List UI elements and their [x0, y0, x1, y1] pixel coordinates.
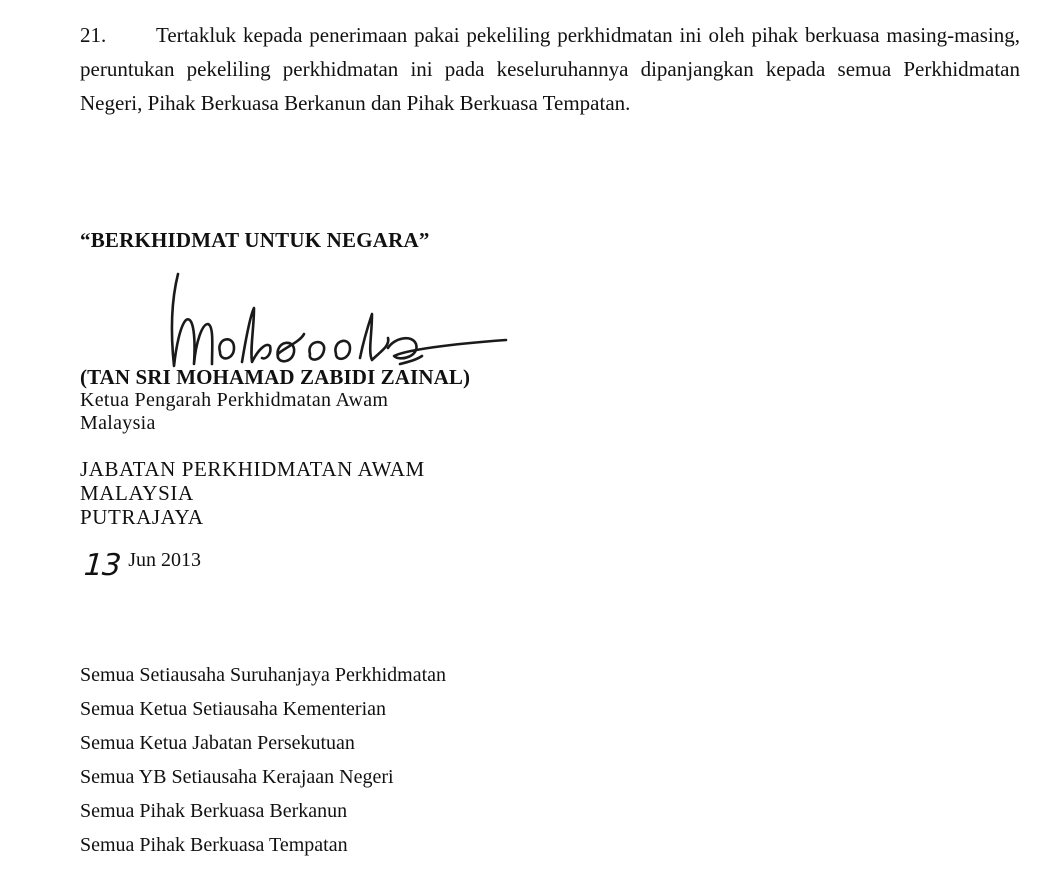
- handwritten-signature: [150, 268, 520, 378]
- recipient-item: Semua Pihak Berkuasa Tempatan: [80, 834, 348, 856]
- signatory-title: [80, 389, 388, 435]
- document-date: [84, 546, 201, 586]
- recipient-item: Semua Setiausaha Suruhanjaya Perkhidmatan: [80, 664, 447, 686]
- signatory-name: (TAN SRI MOHAMAD ZABIDI ZAINAL): [80, 365, 471, 389]
- department-line2: MALAYSIA: [80, 481, 194, 505]
- department-address: [80, 457, 425, 529]
- signatory-title-line2: Malaysia: [80, 412, 156, 434]
- handwritten-day: 13: [82, 548, 122, 583]
- signatory-title-line1: Ketua Pengarah Perkhidmatan Awam: [80, 389, 389, 411]
- paragraph-text: Tertakluk kepada penerimaan pakai pekeliling perkhidmatan ini oleh pihak berkuasa masing-masing, peruntukan pekeliling perkhidmatan ini pada keseluruhannya dipanjangkan kepada semua Perkhidmatan Negeri, Pihak Berkuasa Berkanun dan Pihak Berkuasa Tempatan.: [80, 23, 1020, 115]
- paragraph-21: [80, 18, 1020, 120]
- motto: “BERKHIDMAT UNTUK NEGARA”: [80, 228, 430, 252]
- recipient-item: Semua Ketua Jabatan Persekutuan: [80, 732, 355, 754]
- department-line3: PUTRAJAYA: [80, 505, 204, 529]
- recipient-item: Semua Pihak Berkuasa Berkanun: [80, 800, 348, 822]
- department-line1: JABATAN PERKHIDMATAN AWAM: [80, 457, 425, 481]
- recipient-item: Semua YB Setiausaha Kerajaan Negeri: [80, 766, 394, 788]
- date-month-year: Jun 2013: [128, 549, 201, 571]
- recipient-item: Semua Ketua Setiausaha Kementerian: [80, 698, 386, 720]
- recipients-list: [80, 658, 446, 862]
- paragraph-number: 21.: [80, 23, 107, 47]
